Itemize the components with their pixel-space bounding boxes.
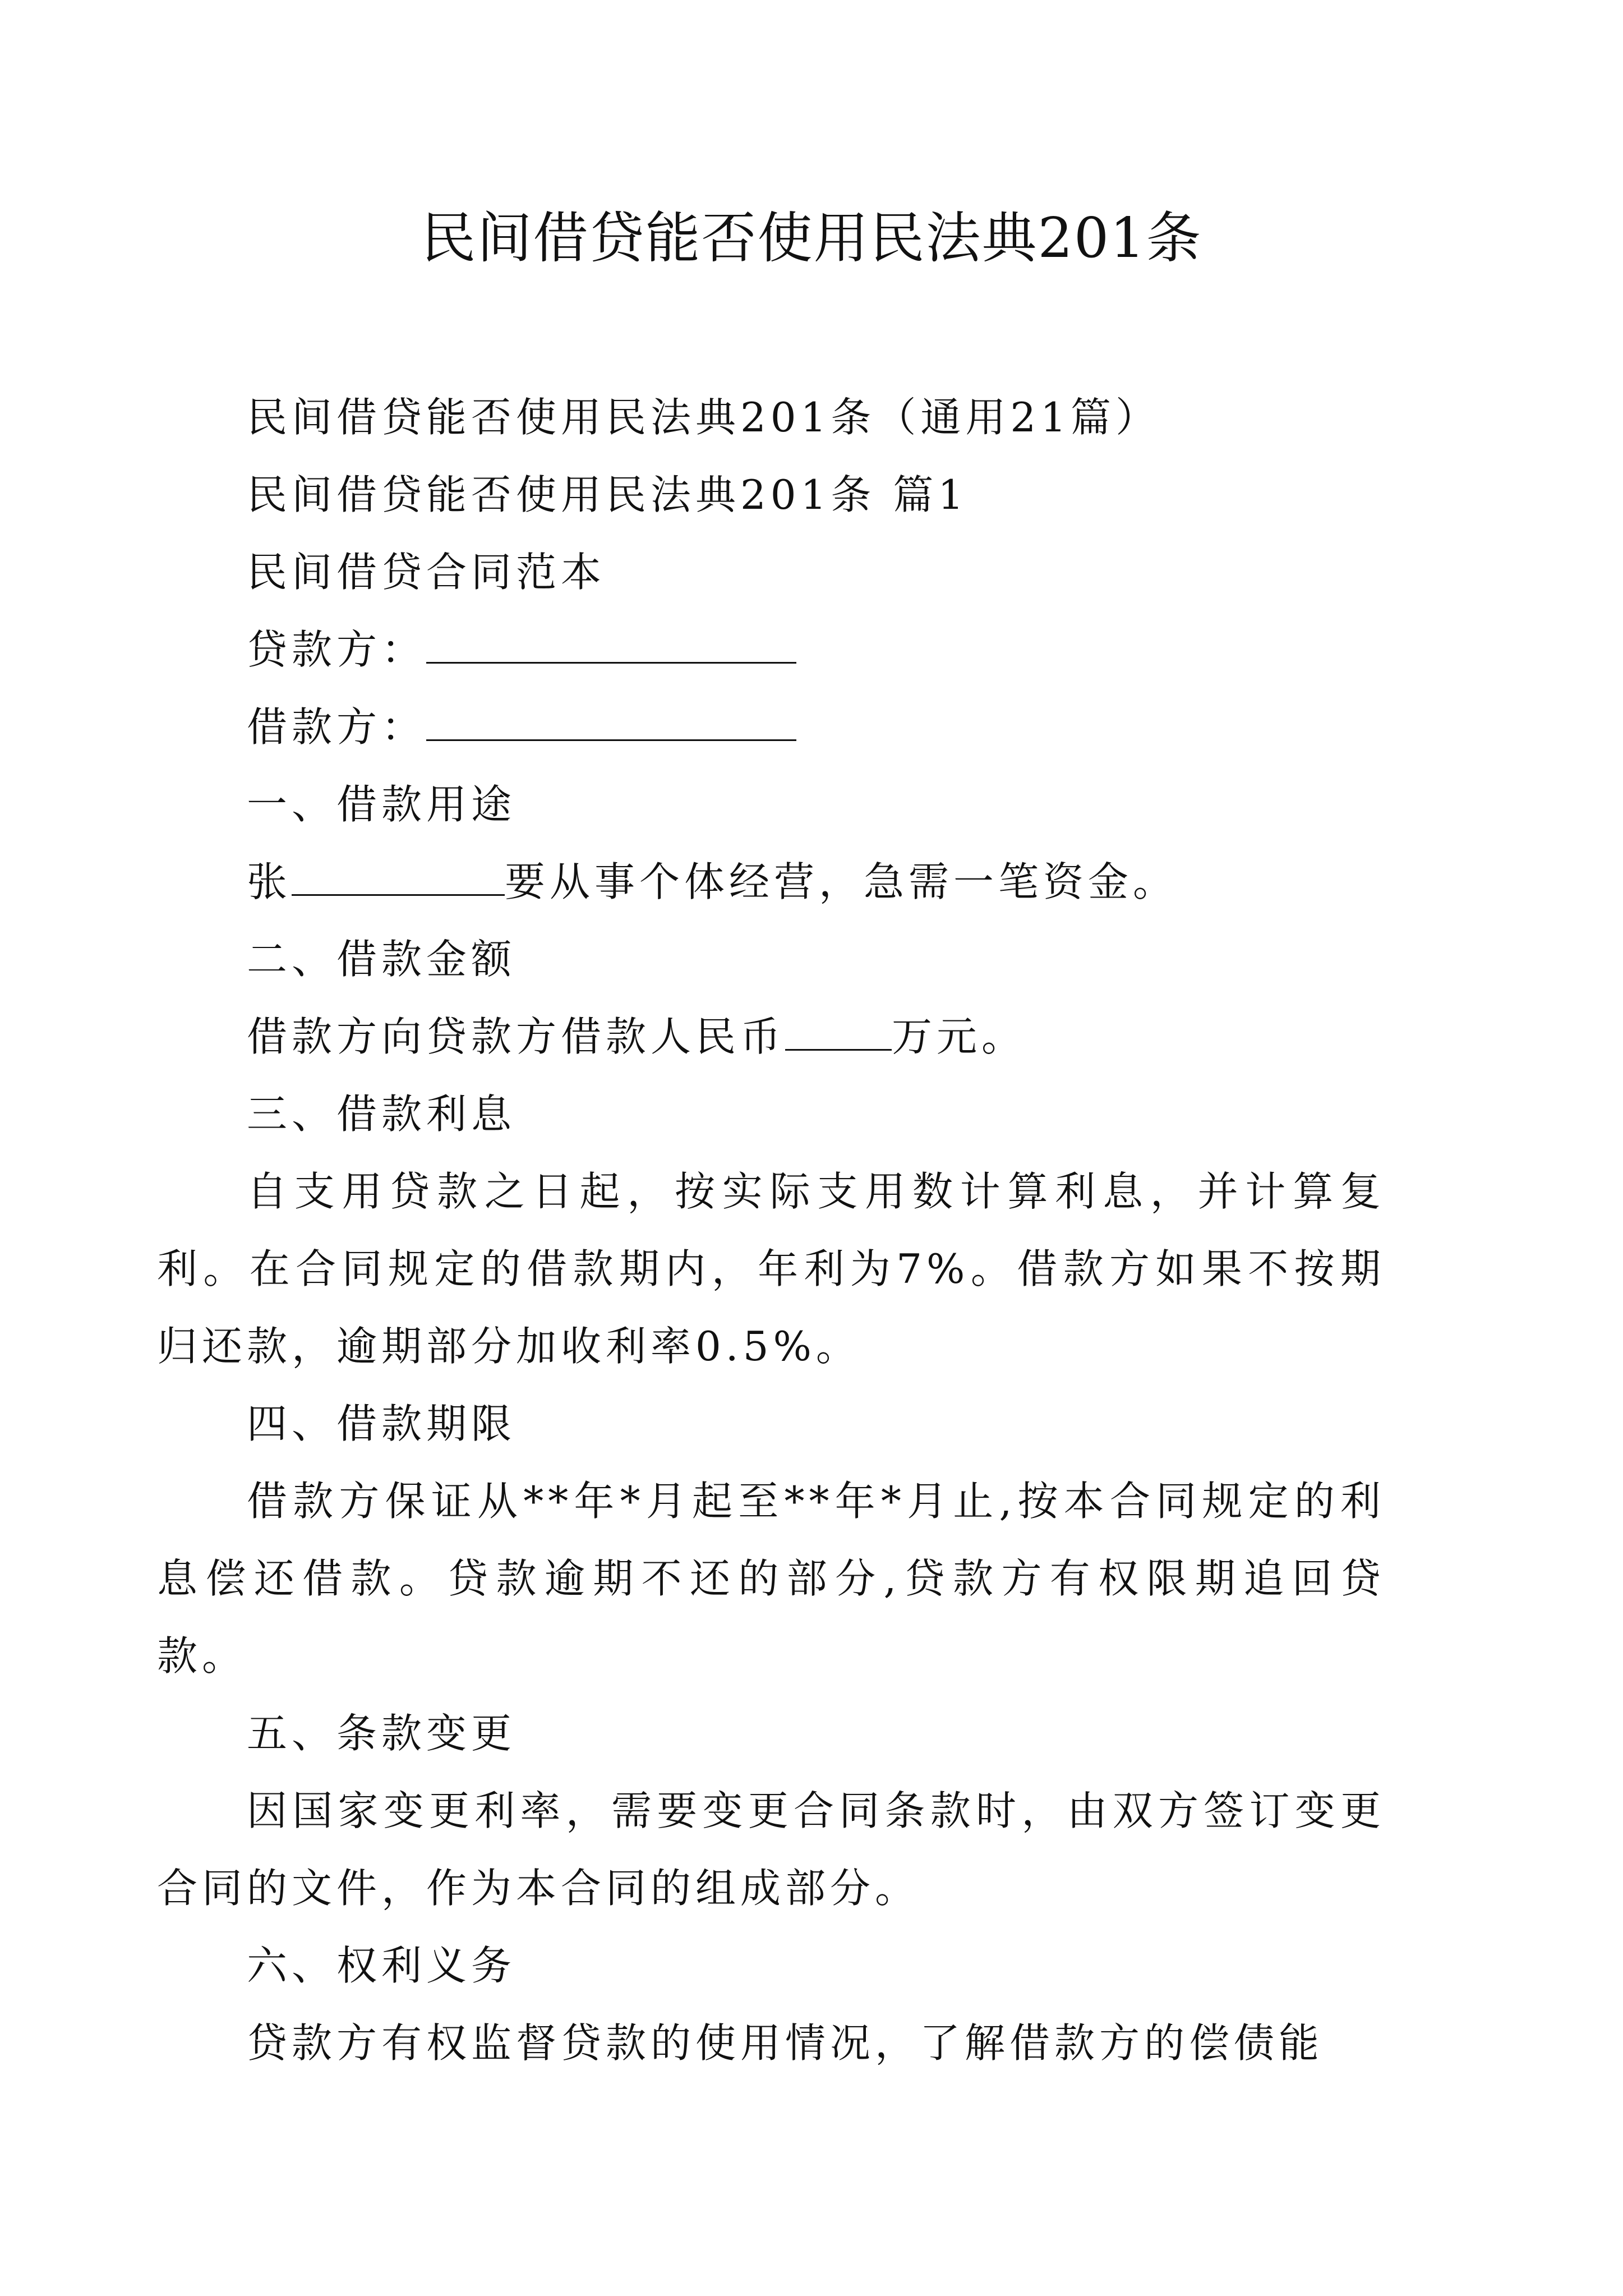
purpose-line — [247, 843, 1385, 921]
lender-blank — [426, 628, 796, 664]
borrower-label: 借款方： — [247, 703, 427, 751]
amount-line — [247, 998, 1385, 1075]
borrower-blank — [426, 706, 796, 741]
section-heading-interest: 三、借款利息 — [247, 1091, 517, 1138]
section-heading-purpose: 一、借款用途 — [247, 781, 517, 828]
amount-prefix: 借款方向贷款方借款人民币 — [247, 1013, 786, 1060]
purpose-suffix: 要从事个体经营，急需一笔资金。 — [505, 858, 1178, 905]
rights-paragraph: 贷款方有权监督贷款的使用情况，了解借款方的偿债能 — [247, 2019, 1324, 2067]
document-title: 民间借贷能否使用民法典201条 — [421, 206, 1202, 270]
section-heading-amount: 二、借款金额 — [247, 936, 517, 983]
section-heading-rights: 六、权利义务 — [247, 1942, 517, 1989]
interest-paragraph: 自支用贷款之日起，按实际支用数计算利息，并计算复利。在合同规定的借款期内，年利为7%。借款方如果不按期归还款，逾期部分加收利率0.5%。 — [157, 1168, 1385, 1370]
interest-paragraph-wrap — [157, 1153, 1385, 2082]
subtitle-line: 民间借贷能否使用民法典201条（通用21篇） — [247, 394, 1161, 441]
name-blank — [292, 861, 505, 896]
amount-blank — [785, 1015, 892, 1051]
section-title-line: 民间借贷能否使用民法典201条 篇1 — [247, 471, 969, 518]
change-paragraph: 因国家变更利率，需要变更合同条款时，由双方签订变更合同的文件，作为本合同的组成部分。 — [157, 1787, 1385, 1912]
purpose-prefix: 张 — [247, 858, 292, 905]
lender-label: 贷款方： — [247, 626, 427, 673]
lender-line — [247, 611, 1385, 688]
contract-name-line: 民间借贷合同范本 — [247, 549, 606, 596]
term-paragraph: 借款方保证从**年*月起至**年*月止,按本合同规定的利息偿还借款。贷款逾期不还的部分,贷款方有权限期追回贷款。 — [157, 1478, 1385, 1680]
borrower-line — [247, 688, 1385, 766]
amount-suffix: 万元。 — [892, 1013, 1027, 1060]
section-heading-term: 四、借款期限 — [247, 1400, 517, 1447]
section-heading-change: 五、条款变更 — [247, 1710, 517, 1757]
document-body — [247, 379, 1385, 1153]
